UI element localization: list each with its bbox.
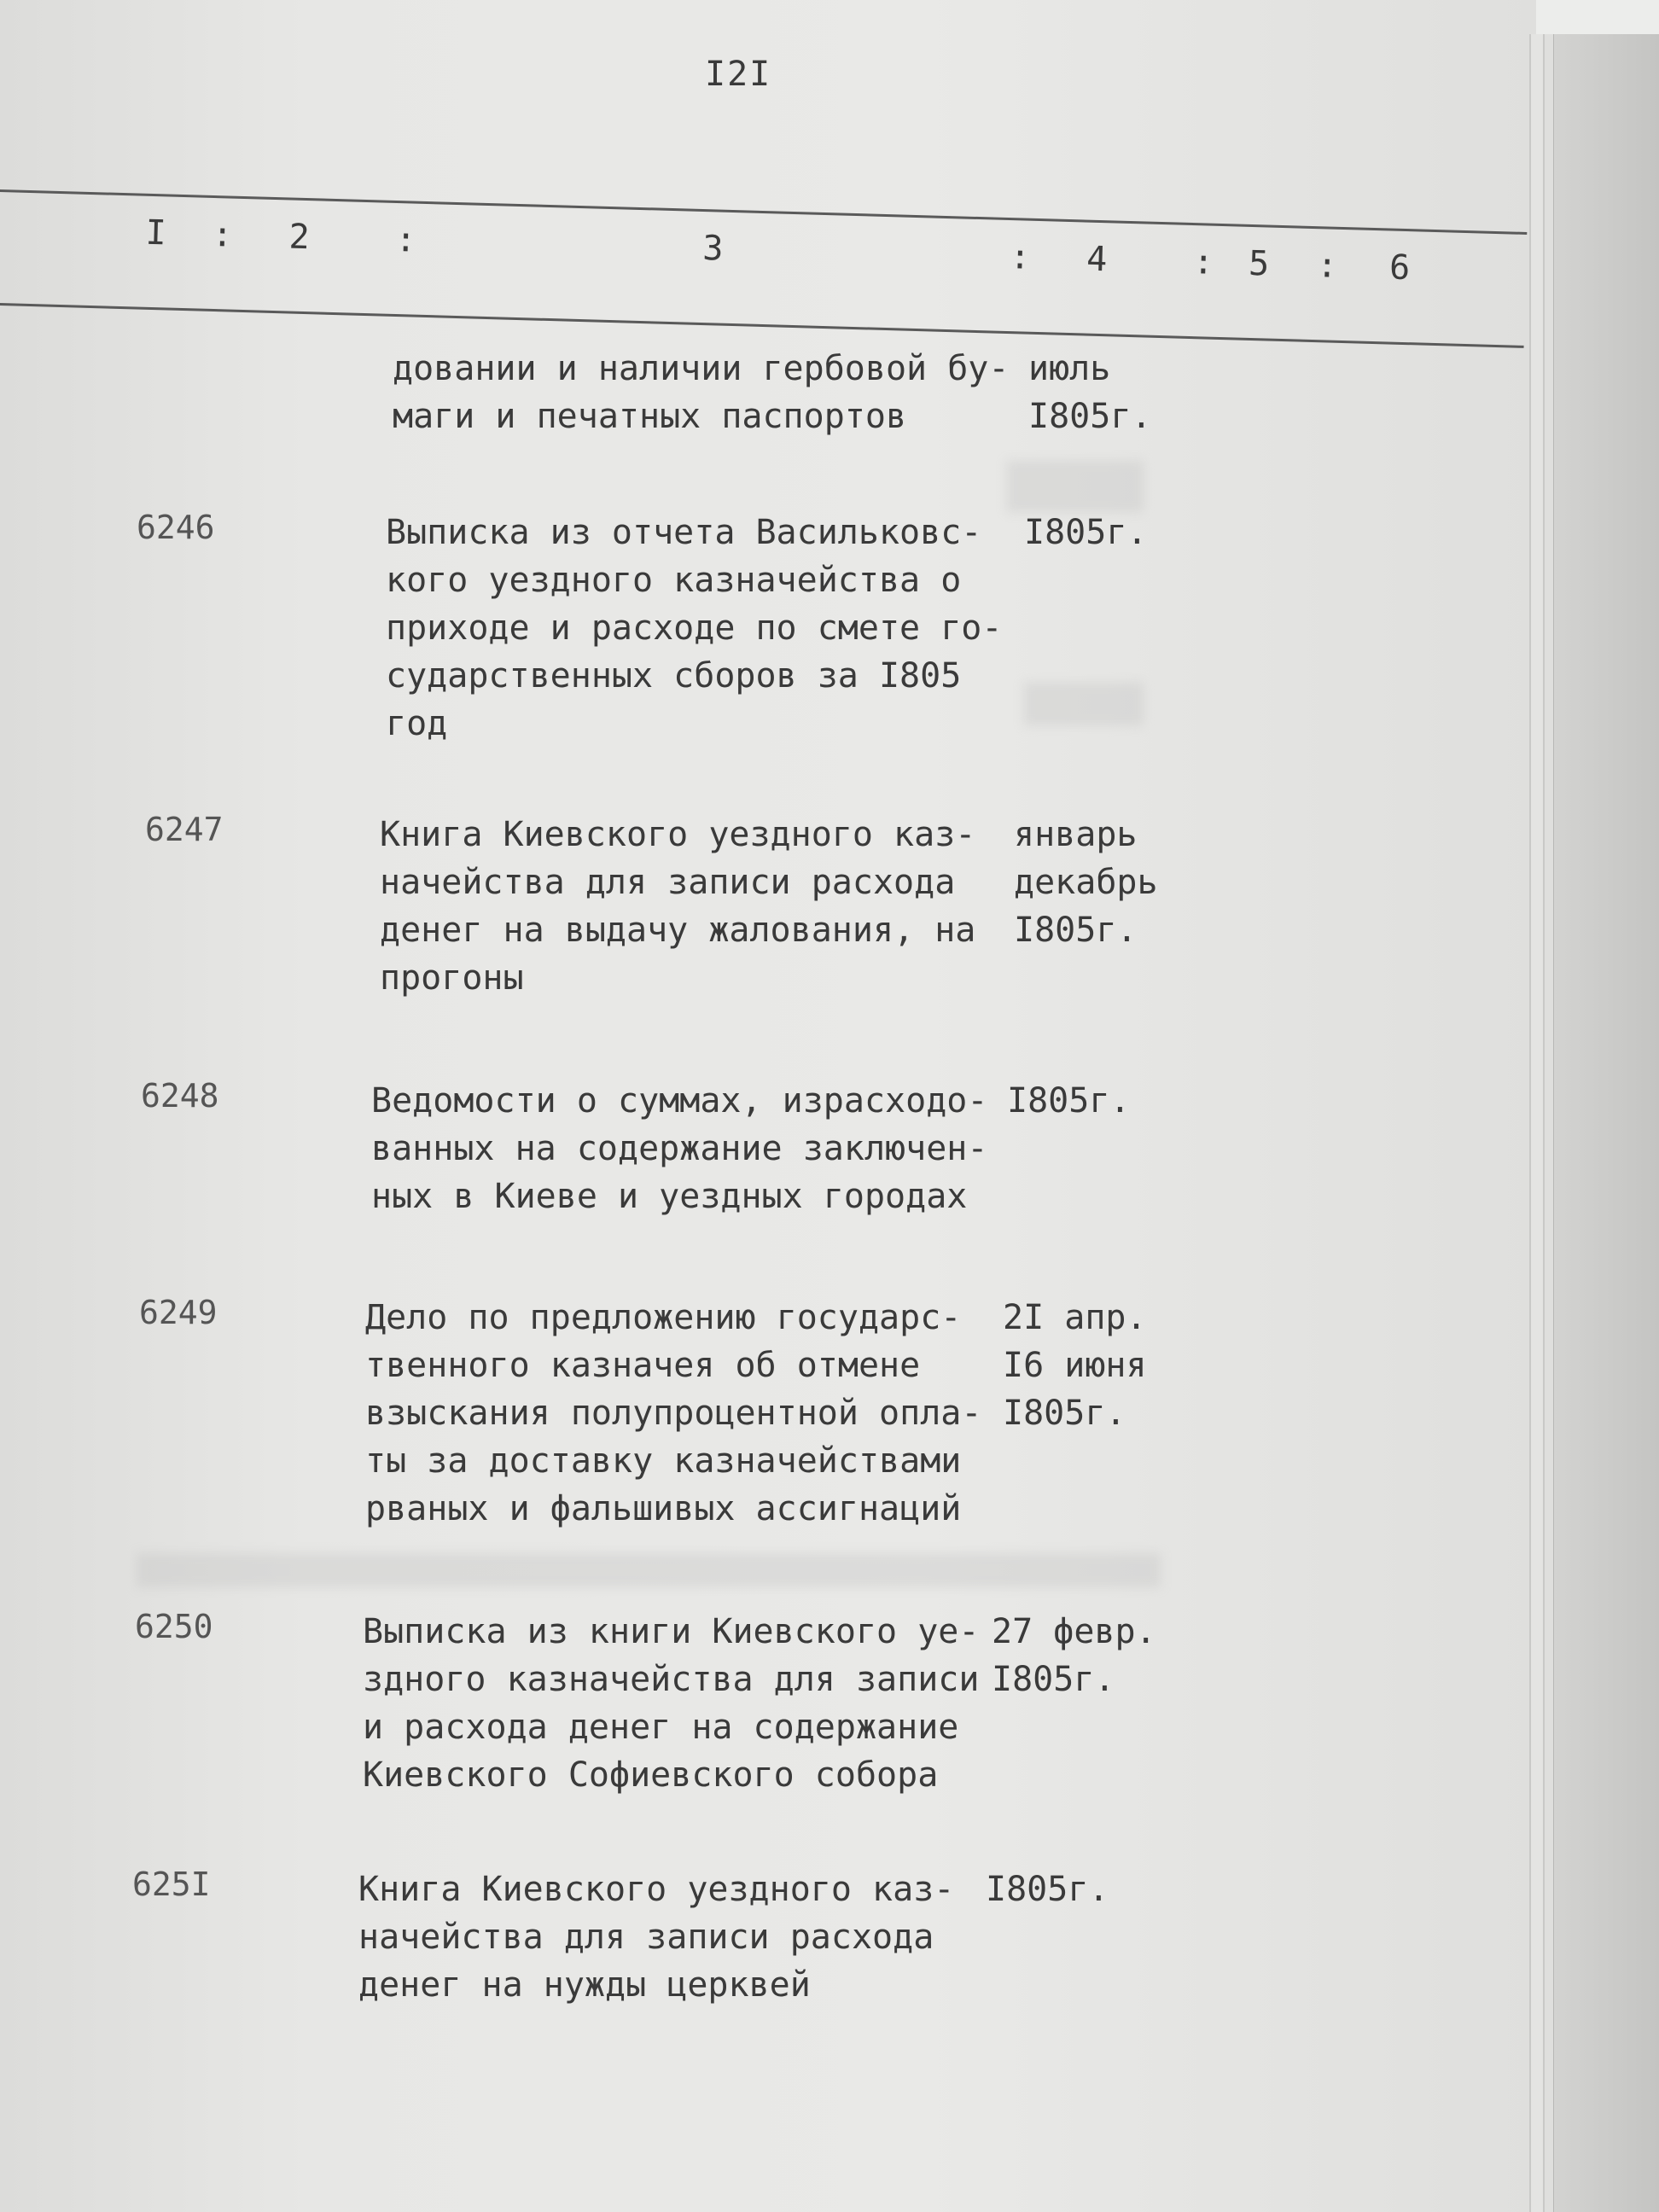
bleed-through-smudge xyxy=(137,1553,1161,1587)
bleed-through-smudge xyxy=(1007,461,1144,512)
description-line: Книга Киевского уездного каз- xyxy=(358,1870,955,1909)
column-separator: : xyxy=(394,219,417,260)
description-line: Выписка из отчета Васильковс- xyxy=(386,513,982,552)
entry-description xyxy=(380,811,975,1002)
date-line: I805г. xyxy=(1007,1081,1131,1121)
entry-description xyxy=(363,1608,979,1799)
column-separator: : xyxy=(1192,242,1214,282)
description-line: Книга Киевского уездного каз- xyxy=(380,815,976,854)
entry-date xyxy=(1007,1077,1131,1125)
description-line: ных в Киеве и уездных городах xyxy=(371,1177,968,1216)
date-line: I805г. xyxy=(1014,911,1138,950)
date-line: I6 июня xyxy=(1003,1346,1147,1385)
date-line: июль xyxy=(1028,349,1111,388)
description-line: ты за доставку казначействами xyxy=(365,1441,962,1481)
description-line: год xyxy=(386,704,448,743)
entry-number: 6247 xyxy=(145,811,224,848)
column-separator: : xyxy=(1009,237,1031,277)
description-line: взыскания полупроцентной опла- xyxy=(365,1394,982,1433)
date-line: I805г. xyxy=(1028,397,1152,436)
column-header-4: 4 xyxy=(1086,239,1108,280)
entry-description xyxy=(365,1294,981,1533)
description-line: довании и наличии гербовой бу- xyxy=(393,349,1010,388)
description-line: маги и печатных паспортов xyxy=(393,397,907,436)
entry-description xyxy=(358,1866,954,2009)
entry-description xyxy=(393,345,1009,440)
description-line: твенного казначея об отмене xyxy=(365,1346,921,1385)
bleed-through-smudge xyxy=(1024,683,1144,725)
column-header-3: 3 xyxy=(701,229,725,269)
description-line: начейства для записи расхода xyxy=(358,1918,934,1957)
description-line: рваных и фальшивых ассигнаций xyxy=(365,1489,962,1528)
description-line: здного казначейства для записи xyxy=(363,1660,980,1699)
description-line: Киевского Софиевского собора xyxy=(363,1755,939,1795)
entry-number: 6249 xyxy=(139,1294,218,1331)
date-line: 27 февр. xyxy=(992,1612,1156,1651)
description-line: Дело по предложению государс- xyxy=(365,1298,962,1337)
column-header-2: 2 xyxy=(288,217,311,258)
description-line: Ведомости о суммах, израсходо- xyxy=(371,1081,988,1121)
entry-date xyxy=(1014,811,1158,954)
date-line: 2I апр. xyxy=(1003,1298,1147,1337)
entry-number: 625I xyxy=(132,1866,211,1903)
column-header-5: 5 xyxy=(1248,243,1270,284)
entry-number: 6246 xyxy=(137,509,215,546)
entry-number: 6250 xyxy=(135,1608,213,1645)
entry-date xyxy=(1028,345,1152,440)
column-header-6: 6 xyxy=(1388,247,1411,288)
entry-number: 6248 xyxy=(141,1077,219,1115)
description-line: и расхода денег на содержание xyxy=(363,1708,959,1747)
date-line: декабрь xyxy=(1014,863,1158,902)
description-line: ванных на содержание заключен- xyxy=(371,1129,988,1168)
date-line: январь xyxy=(1014,815,1138,854)
description-line: кого уездного казначейства о xyxy=(386,561,962,600)
column-header-1: I xyxy=(145,212,167,253)
date-line: I805г. xyxy=(986,1870,1109,1909)
date-line: I805г. xyxy=(1024,513,1148,552)
column-header-row xyxy=(0,189,1527,348)
column-separator: : xyxy=(211,214,234,255)
description-line: начейства для записи расхода xyxy=(380,863,956,902)
description-line: денег на нужды церквей xyxy=(358,1965,811,2005)
page-edge xyxy=(1553,34,1659,2212)
page-number: I2I xyxy=(705,55,772,94)
column-separator: : xyxy=(1316,246,1338,286)
page-edge xyxy=(1529,34,1543,2212)
description-line: Выписка из книги Киевского уе- xyxy=(363,1612,980,1651)
date-line: I805г. xyxy=(992,1660,1115,1699)
entry-description xyxy=(371,1077,987,1220)
entry-date xyxy=(992,1608,1156,1703)
entry-description xyxy=(386,509,1002,748)
description-line: приходе и расходе по смете го- xyxy=(386,608,1003,648)
description-line: денег на выдачу жалования, на xyxy=(380,911,976,950)
entry-date xyxy=(986,1866,1109,1913)
description-line: прогоны xyxy=(380,958,524,998)
entry-date xyxy=(1003,1294,1147,1437)
entry-date xyxy=(1024,509,1148,556)
description-line: сударственных сборов за I805 xyxy=(386,656,962,696)
page-edge xyxy=(1543,34,1553,2212)
date-line: I805г. xyxy=(1003,1394,1126,1433)
